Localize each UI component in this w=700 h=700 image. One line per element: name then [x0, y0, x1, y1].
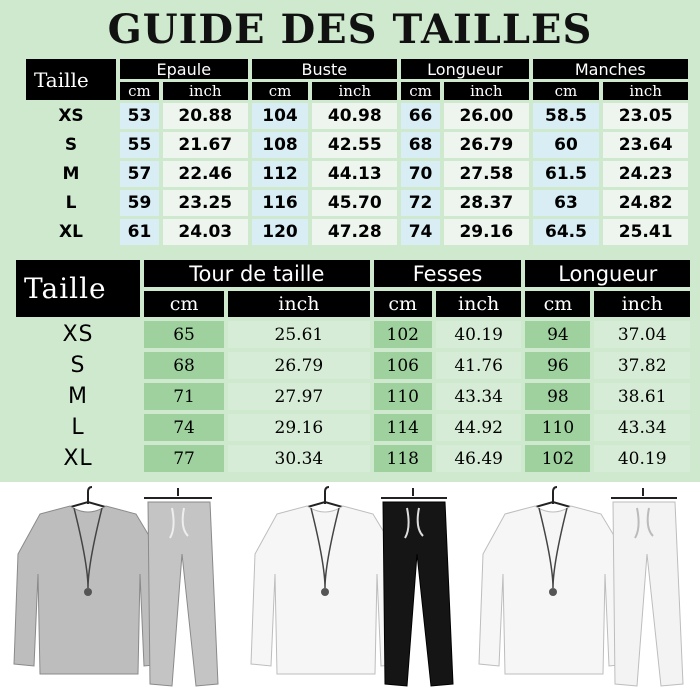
- size-label: XL: [63, 446, 93, 471]
- cm-value-cell: 74: [144, 414, 224, 441]
- cm-value-cell: 102: [525, 445, 590, 472]
- cm-value-cell: 94: [525, 321, 590, 348]
- cm-value-cell: 74: [401, 219, 440, 245]
- cm-value-cell: 77: [144, 445, 224, 472]
- cm-value-cell: 64.5: [533, 219, 600, 245]
- inch-value-cell: 42.55: [312, 132, 397, 158]
- size-column-header: Taille: [16, 260, 140, 317]
- unit-cm: cm: [120, 82, 159, 100]
- product-photo-grey-set: [0, 484, 233, 700]
- inch-value-cell: 27.58: [444, 161, 529, 187]
- cm-value-cell: 120: [252, 219, 309, 245]
- page-title: GUIDE DES TAILLES: [107, 6, 593, 53]
- cm-value-cell: 96: [525, 352, 590, 379]
- hanger-icon: [144, 488, 212, 498]
- size-label: XL: [59, 222, 83, 242]
- table-row: [26, 190, 688, 216]
- cm-value-cell: 63: [533, 190, 600, 216]
- inch-value-cell: 23.25: [163, 190, 248, 216]
- table-row: [26, 132, 688, 158]
- cm-value-cell: 59: [120, 190, 159, 216]
- table-row: [16, 321, 690, 348]
- inch-value-cell: 22.46: [163, 161, 248, 187]
- inch-value-cell: 25.61: [228, 321, 370, 348]
- group-header-fesses: Fesses: [374, 260, 522, 287]
- inch-value-cell: 26.00: [444, 103, 529, 129]
- top-size-table: [22, 56, 692, 248]
- product-photo-white-black-set: [233, 484, 467, 700]
- cm-value-cell: 65: [144, 321, 224, 348]
- bottom-size-table: [12, 256, 694, 476]
- cm-value-cell: 70: [401, 161, 440, 187]
- unit-cm: cm: [401, 82, 440, 100]
- table-row: [16, 352, 690, 379]
- hanger-icon: [611, 488, 677, 498]
- inch-value-cell: 26.79: [228, 352, 370, 379]
- cm-value-cell: 68: [144, 352, 224, 379]
- inch-value-cell: 27.97: [228, 383, 370, 410]
- cm-value-cell: 110: [525, 414, 590, 441]
- inch-value-cell: 25.41: [603, 219, 688, 245]
- table-row: [16, 383, 690, 410]
- inch-value-cell: 26.79: [444, 132, 529, 158]
- size-label: M: [68, 384, 88, 409]
- black-pants: [383, 502, 453, 686]
- inch-value-cell: 40.98: [312, 103, 397, 129]
- group-header-longueur: Longueur: [401, 59, 529, 79]
- inch-value-cell: 21.67: [163, 132, 248, 158]
- group-header-tour-de-taille: Tour de taille: [144, 260, 370, 287]
- size-label: S: [70, 353, 86, 378]
- inch-value-cell: 45.70: [312, 190, 397, 216]
- cm-value-cell: 102: [374, 321, 432, 348]
- inch-value-cell: 20.88: [163, 103, 248, 129]
- inch-value-cell: 38.61: [594, 383, 690, 410]
- unit-cm: cm: [374, 291, 432, 317]
- unit-cm: cm: [525, 291, 590, 317]
- unit-cm: cm: [252, 82, 309, 100]
- inch-value-cell: 43.34: [436, 383, 522, 410]
- cm-value-cell: 104: [252, 103, 309, 129]
- inch-value-cell: 29.16: [228, 414, 370, 441]
- inch-value-cell: 37.82: [594, 352, 690, 379]
- group-header-manches: Manches: [533, 59, 688, 79]
- cm-value-cell: 58.5: [533, 103, 600, 129]
- size-label: S: [64, 135, 78, 155]
- inch-value-cell: 28.37: [444, 190, 529, 216]
- inch-value-cell: 24.23: [603, 161, 688, 187]
- size-label: M: [62, 164, 80, 184]
- size-column-header: Taille: [26, 59, 116, 100]
- inch-value-cell: 40.19: [436, 321, 522, 348]
- group-header-epaule: Epaule: [120, 59, 248, 79]
- cm-value-cell: 116: [252, 190, 309, 216]
- cm-value-cell: 66: [401, 103, 440, 129]
- cm-value-cell: 106: [374, 352, 432, 379]
- cm-value-cell: 68: [401, 132, 440, 158]
- unit-inch: inch: [594, 291, 690, 317]
- inch-value-cell: 40.19: [594, 445, 690, 472]
- unit-cm: cm: [144, 291, 224, 317]
- inch-value-cell: 29.16: [444, 219, 529, 245]
- cm-value-cell: 114: [374, 414, 432, 441]
- inch-value-cell: 43.34: [594, 414, 690, 441]
- cm-value-cell: 110: [374, 383, 432, 410]
- cm-value-cell: 98: [525, 383, 590, 410]
- cm-value-cell: 71: [144, 383, 224, 410]
- cm-value-cell: 72: [401, 190, 440, 216]
- table-row: [26, 103, 688, 129]
- cm-value-cell: 57: [120, 161, 159, 187]
- unit-inch: inch: [228, 291, 370, 317]
- product-photo-white-set: [467, 484, 700, 700]
- inch-value-cell: 44.92: [436, 414, 522, 441]
- size-label: XS: [58, 106, 84, 126]
- unit-inch: inch: [436, 291, 522, 317]
- inch-value-cell: 24.82: [603, 190, 688, 216]
- size-label: L: [65, 193, 77, 213]
- hanger-icon: [381, 488, 447, 498]
- inch-value-cell: 46.49: [436, 445, 522, 472]
- unit-cm: cm: [533, 82, 600, 100]
- unit-inch: inch: [444, 82, 529, 100]
- size-label: XS: [62, 322, 94, 347]
- inch-value-cell: 23.64: [603, 132, 688, 158]
- cm-value-cell: 118: [374, 445, 432, 472]
- table-row: [16, 445, 690, 472]
- inch-value-cell: 23.05: [603, 103, 688, 129]
- cm-value-cell: 61.5: [533, 161, 600, 187]
- group-header-buste: Buste: [252, 59, 398, 79]
- white-pants: [613, 502, 683, 686]
- cm-value-cell: 53: [120, 103, 159, 129]
- unit-inch: inch: [163, 82, 248, 100]
- table-row: [16, 414, 690, 441]
- unit-inch: inch: [312, 82, 397, 100]
- size-label: L: [71, 415, 85, 440]
- inch-value-cell: 37.04: [594, 321, 690, 348]
- inch-value-cell: 47.28: [312, 219, 397, 245]
- grey-pants: [148, 502, 218, 686]
- cm-value-cell: 55: [120, 132, 159, 158]
- group-header-longueur: Longueur: [525, 260, 690, 287]
- cm-value-cell: 108: [252, 132, 309, 158]
- cm-value-cell: 112: [252, 161, 309, 187]
- unit-inch: inch: [603, 82, 688, 100]
- inch-value-cell: 30.34: [228, 445, 370, 472]
- inch-value-cell: 44.13: [312, 161, 397, 187]
- cm-value-cell: 61: [120, 219, 159, 245]
- inch-value-cell: 41.76: [436, 352, 522, 379]
- table-row: [26, 161, 688, 187]
- cm-value-cell: 60: [533, 132, 600, 158]
- inch-value-cell: 24.03: [163, 219, 248, 245]
- table-row: [26, 219, 688, 245]
